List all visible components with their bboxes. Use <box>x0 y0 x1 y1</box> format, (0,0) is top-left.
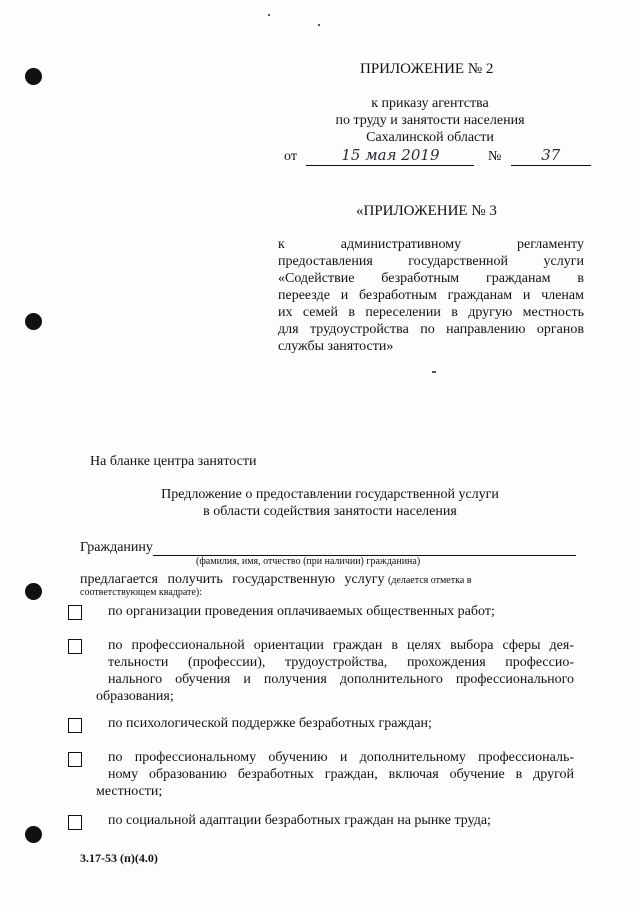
reglament-line: их семей в переселении в другую местность <box>278 305 584 320</box>
option-line: по профессиональной ориентации граждан в целях выбора сферы дея- <box>108 638 574 653</box>
option-line: по организации проведения оплачиваемых общественных работ; <box>108 604 495 619</box>
option-checkbox-vocational-training[interactable] <box>68 752 82 767</box>
handwritten-number: 37 <box>541 146 561 164</box>
form-title-line: в области содействия занятости населения <box>203 504 457 519</box>
citizen-row <box>80 539 586 556</box>
reglament-line: службы занятости» <box>278 339 394 354</box>
blank-note: На бланке центра занятости <box>90 454 257 469</box>
option-line: ному образованию безработных граждан, включая обучение в другой <box>108 767 574 782</box>
number-prefix: № <box>487 149 502 164</box>
option-line: местности; <box>96 784 163 799</box>
reglament-line: переезде и безработным гражданам и членам <box>278 288 584 303</box>
form-code: 3.17-53 (п)(4.0) <box>80 851 158 865</box>
appendix-2-title: ПРИЛОЖЕНИЕ № 2 <box>360 61 494 77</box>
reglament-line: «Содействие безработным гражданам в <box>278 271 584 286</box>
option-career-guidance <box>96 637 574 705</box>
option-line: по социальной адаптации безработных граждан на рынке труда; <box>108 813 491 828</box>
option-checkbox-psychological-support[interactable] <box>68 718 82 733</box>
order-line: Сахалинской области <box>366 130 494 145</box>
date-prefix: от <box>284 149 297 164</box>
binder-hole-mark <box>25 313 42 330</box>
option-line: по профессиональному обучению и дополнительному профессиональ- <box>108 750 574 765</box>
option-checkbox-career-guidance[interactable] <box>68 639 82 654</box>
reglament-line: к административному регламенту <box>278 237 584 252</box>
offer-hint: (делается отметка в <box>387 575 472 586</box>
form-title <box>120 486 540 520</box>
option-public-works <box>108 603 574 620</box>
option-vocational-training <box>96 749 574 800</box>
citizen-hint: (фамилия, имя, отчество (при наличии) гражданина) <box>196 556 421 567</box>
number-field <box>511 147 591 166</box>
offer-hint-continued: соответствующем квадрате): <box>80 587 202 598</box>
option-line: нального обучения и получения дополнительного профессионального <box>108 672 574 687</box>
reglament-line: для трудоустройства по направлению органов <box>278 322 584 337</box>
order-line: по труду и занятости населения <box>335 113 525 128</box>
option-line: образования; <box>96 689 174 704</box>
offer-text: предлагается получить государственную услугу <box>80 572 385 587</box>
option-checkbox-public-works[interactable] <box>68 605 82 620</box>
option-social-adaptation <box>108 812 574 829</box>
option-line: тельности (профессии), трудоустройства, прохождения профессио- <box>108 655 574 670</box>
date-field <box>306 147 474 166</box>
scan-speck <box>268 14 270 16</box>
appendix-3-title: «ПРИЛОЖЕНИЕ № 3 <box>356 203 497 219</box>
reglament-line: предоставления государственной услуги <box>278 254 584 269</box>
option-line: по психологической поддержке безработных граждан; <box>108 716 432 731</box>
reglament-reference <box>278 236 584 355</box>
scan-speck <box>432 371 436 373</box>
citizen-label: Гражданину <box>80 540 153 555</box>
option-psychological-support <box>108 715 574 732</box>
binder-hole-mark <box>25 583 42 600</box>
order-reference <box>330 95 530 146</box>
citizen-name-field[interactable] <box>153 541 576 556</box>
order-line: к приказу агентства <box>371 96 489 111</box>
order-date-number-row <box>284 147 591 166</box>
binder-hole-mark <box>25 826 42 843</box>
form-title-line: Предложение о предоставлении государственной услуги <box>161 487 499 502</box>
scan-speck <box>318 24 320 26</box>
option-checkbox-social-adaptation[interactable] <box>68 815 82 830</box>
handwritten-date: 15 мая 2019 <box>341 146 440 164</box>
binder-hole-mark <box>25 68 42 85</box>
